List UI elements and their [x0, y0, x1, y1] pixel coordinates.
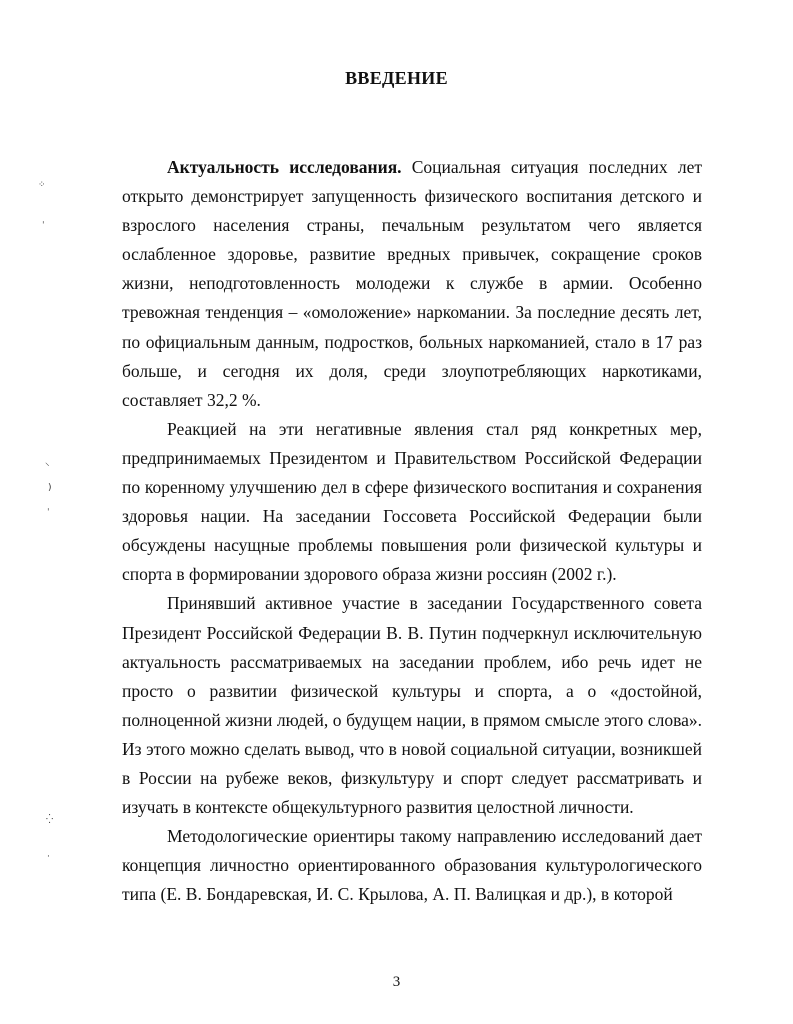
- paragraph-methodology: Методологические ориентиры такому направлению исследований дает концепция личностно ориентированного образования культурологического типа (Е. В. Бондаревская, И. С. Крылова, А. П. Валицкая и др.), в которой: [122, 826, 702, 905]
- scan-artifact: ⁛: [46, 815, 54, 825]
- page-title: ВВЕДЕНИЕ: [345, 68, 448, 88]
- paragraph-lead: Актуальность исследования.: [167, 157, 402, 177]
- scan-artifact: ): [48, 483, 52, 493]
- paragraph-reaction: Реакцией на эти негативные явления стал ряд конкретных мер, предпринимаемых Президентом и Правительством Российской Федерации по коренному улучшению дел в сфере физического воспитания и сохранения здоровья нации. На заседании Госсовета Российской Федерации были обсуждены насущные проблемы повышения роли физической культуры и спорта в формировании здорового образа жизни россиян (2002 г.).: [122, 418, 702, 585]
- paragraph-president: Принявший активное участие в заседании Государственного совета Президент Российской Федерации В. В. Путин подчеркнул исключительную актуальность рассматриваемых на заседании проблем, ибо речь идет не просто о развитии физической культуры и спорта, а о «достойной, полноценной жизни людей, о будущем нации, в прямом смысле этого слова». Из этого можно сделать вывод, что в новой социальной ситуации, возникшей в России на рубеже веков, физкультуру и спорт следует рассматривать и изучать в контексте общекультурного развития целостной личности.: [122, 593, 702, 818]
- paragraph-relevance: [122, 153, 702, 415]
- paragraph-text: Социальная ситуация последних лет открыто демонстрирует запущенность физического воспитания детского и взрослого населения страны, печальным результатом чего является ослабленное здоровье, развитие вредных привычек, сокращение сроков жизни, неподготовленность молодежи к службе в армии. Особенно тревожная тенденция – «омоложение» наркомании. За последние десять лет, по официальным данным, подростков, больных наркоманией, стало в 17 раз больше, и сегодня их доля, среди злоупотребляющих наркотиками, составляет 32,2 %.: [122, 157, 702, 410]
- scan-artifact: ·: [47, 852, 50, 862]
- scan-artifact: ˈ: [42, 221, 45, 231]
- scan-artifact: ˌ: [47, 502, 50, 512]
- scan-artifact: ⁘: [38, 180, 46, 190]
- page-number: 3: [392, 974, 401, 990]
- scan-artifact: ⸌: [45, 462, 50, 472]
- body-text: [122, 153, 702, 909]
